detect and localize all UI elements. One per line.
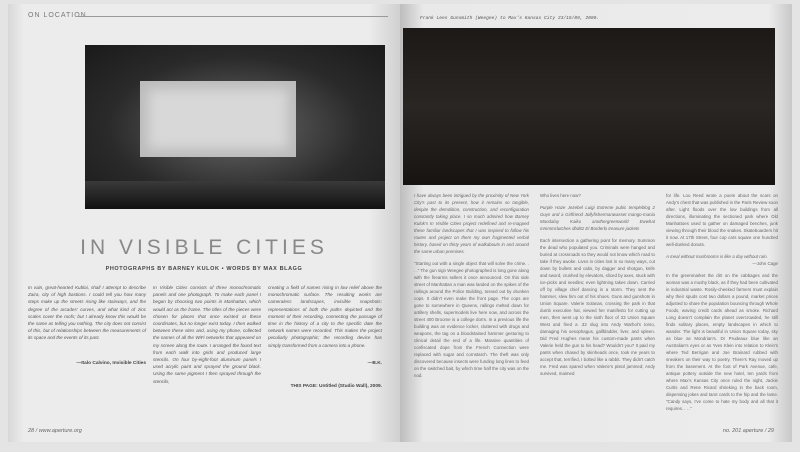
quote-attribution: —John Cage (752, 261, 778, 266)
article-title: IN VISIBLE CITIES (80, 236, 328, 259)
author-initials: —B.K. (367, 361, 382, 366)
right-page (400, 4, 792, 442)
left-page (8, 4, 400, 442)
body-column-3 (666, 192, 778, 417)
paragraph: Who lives here now? (540, 193, 581, 198)
paragraph: "Starting out with a single object that will solve the crime. . . ." The gun sign Weegee photographed is long gone along with the firearms sellers it once announced. On this side street of Manhattan a man was landed on the spikes of the railings around the Police Building, tossed out by drunken cops. It didn't even make the front page. The cops are gone to somewhere in Queens, railings melted down for artillery shells, supermodels live here now, and across the street 400 Broome is a college dorm. In a previous life the building was an evidence locker, cluttered with drugs and weapons, the tag on a bloodstained hammer gesturing to clinical detail the end of a life. Massive quantities of confiscated dope from the French Connection were replaced with sugar and cornstarch. The theft was only discovered because insects were funding long lines to feed on the switched bait, by which time half the city was on the nod. (414, 261, 529, 378)
paragraph: for life. Lou Reed wrote a poem about the scars on Andy's chest that was published in the Paris Review soon after. Light floods over the low buildings from all directions, illuminating the sectioned park where Old Manhattoes used to gather on damaged benches, junk viewing through their blood the snakes. Skateboarders hit it now. At 17th Street, four cop cars square one hundred well-dunked donuts. (666, 193, 778, 247)
paragraph: In the greenmarket the dirt on the cabbages and the woman was a mushy black, as if they had been cultivated in industrial waste. Rosily-cheeked farmers must explain why their spuds cost two dollars a pound, market prices adjusted to share the population bouncing through Whole Foods, waving credit cards ahead as smoke. Richard Long doesn't complain the planet overcrowded, he still finds solitary places, empty landscapes in which to wander. The light is beautiful in Union Square today, sky as blue as Mondrian's. Dr Prudeaux blue like an Australian's eyes or as Yves Klein into relation to Klein's where Ted Berrigan and Joe Brainard rubbed with sneakers on their way to poetry. There's Ray moved up from the basement. At the foot of Park Avenue, cafe, antique pottery outside the new hotel, ten yards from where Max's Kansas City once ruled the night, Jackie Curtis and Rene Ricard shrieking in the back room, dispensing jokes and tarot cards to the hip and the lame. "Candy says, I've come to hate my body and all that it requires. . . ." (666, 273, 778, 411)
photo-panel (403, 28, 775, 185)
quote: A meal without mushrooms is like a day without rain. (666, 254, 768, 259)
page-folio-left: 28 / www.aperture.org (28, 428, 82, 434)
kicker-rule (78, 16, 388, 17)
body-column-2: creating a field of names rising in low relief above the monochromatic surface. The resulting works are cameraless landscapes, invisible snapshots: representations of both the paths depicted and the moment of their recording, connecting the passage of time in the history of a city to the specific date the network names were recorded. This makes the project peculiarly photographic; the recording device has simply transformed from a camera into a phone. (268, 285, 382, 348)
photo-credit: THIS PAGE: Untitled (Studio Wall), 2009. (290, 384, 382, 389)
byline: PHOTOGRAPHS BY BARNEY KULOK • WORDS BY MAX BLAGG (105, 266, 303, 272)
body-column-1 (414, 192, 529, 384)
paragraph: I have always been intrigued by the proximity of New York City's past to its present, how it remains so tangible, despite the demolition, construction, and reconfiguration constantly taking place. I so much admired how Barney Kulok's In Visible Cities project redefined and re-mapped these familiar landscapes that I was inspired to follow his routes and project on them my own fragmented verbal history, based on thirty years of walkabouts in and around the same urban premises. (414, 193, 529, 254)
wifi-names: Purple Haze Jezebel Luigi Extreme pubic templeblog 2 Guys and a Girlfriend Jollyfishermanwasset mango-mania Mandalay Kaiku anothergreenworld Ewwhat mmmmclutches dbd82 El Borderlo treasure jackets (540, 205, 655, 231)
page-folio-right: no. 201 aperture / 29 (722, 428, 774, 434)
photo-caption: Frank Lees Gunsmith (Weegee) to Max's Kansas City 23/15/09, 2009. (420, 16, 600, 21)
paragraph: Each intersection a gathering point for memory. Summon the dead who populated you. Criminals were hanged and buried at crossroads so they would not know which road to take if they awoke. Lives in cities lost in so many ways, cut down by bullets and cabs, by dagger and shotgun, knife and sword, crushed by elevators, sliced by axes, stuck with ice-picks and needles; even lightning takes down. Carried off by village chief dancing in a storm. They sent the hammer, slew him out of his shoes. Guns and gunshots in Union Square. Valerie Solanas, crossing the park in that dumb executive hat, viewed her manifesto for cutting up men, then went up to the sixth floor of 33 Union Square West and fired a .32 slug into Andy Warhol's torso, damaging his oesophagus, gallbladder, liver, and spleen. Did Fred Hughes mean his custom-made pants when Valerie held the gun to his head? Wouldn't you? It paid my pants when chased by skinheads once, took me years to accept that, terrified, I bolted like a rabbit. They didn't catch me. Fred was spared when Valerie's pistol jammed; Andy survived, maimed (540, 238, 655, 376)
body-column-1: In Visible Cities consists of three monochromatic panels and one photograph. To make each panel I began by choosing two points in Manhattan, which would act as the frame. The titles of the pieces were chosen for places that once existed at these coordinates, but no longer exist today. I then walked between these sites and, using my phone, collected the names of all the WiFi networks that appeared on my screen along the route. I arranged the found text from each walk into grids and produced large stencils. On four by-eight-foot aluminum panels I used acrylic paint and sprayed the ground black. Using the same pigment I then sprayed through the stencils, (153, 285, 261, 384)
epigraph-attribution: —Italo Calvino, Invisible Cities (76, 361, 146, 366)
section-kicker: ON LOCATION (28, 12, 87, 19)
photo-studio-wall (85, 45, 385, 209)
body-column-2 (540, 192, 655, 382)
epigraph: In vain, great-hearted Kublai, shall I attempt to describe Zaira, city of high bastions. I could tell you how many steps make up the streets rising like stairways, and the degree of the arcades' curves, and what kind of zinc scales cover the roofs; but I already know this would be the same as telling you nothing. The city does not consist of this, but of relationships between the measurements of its space and the events of its past. (28, 285, 146, 341)
